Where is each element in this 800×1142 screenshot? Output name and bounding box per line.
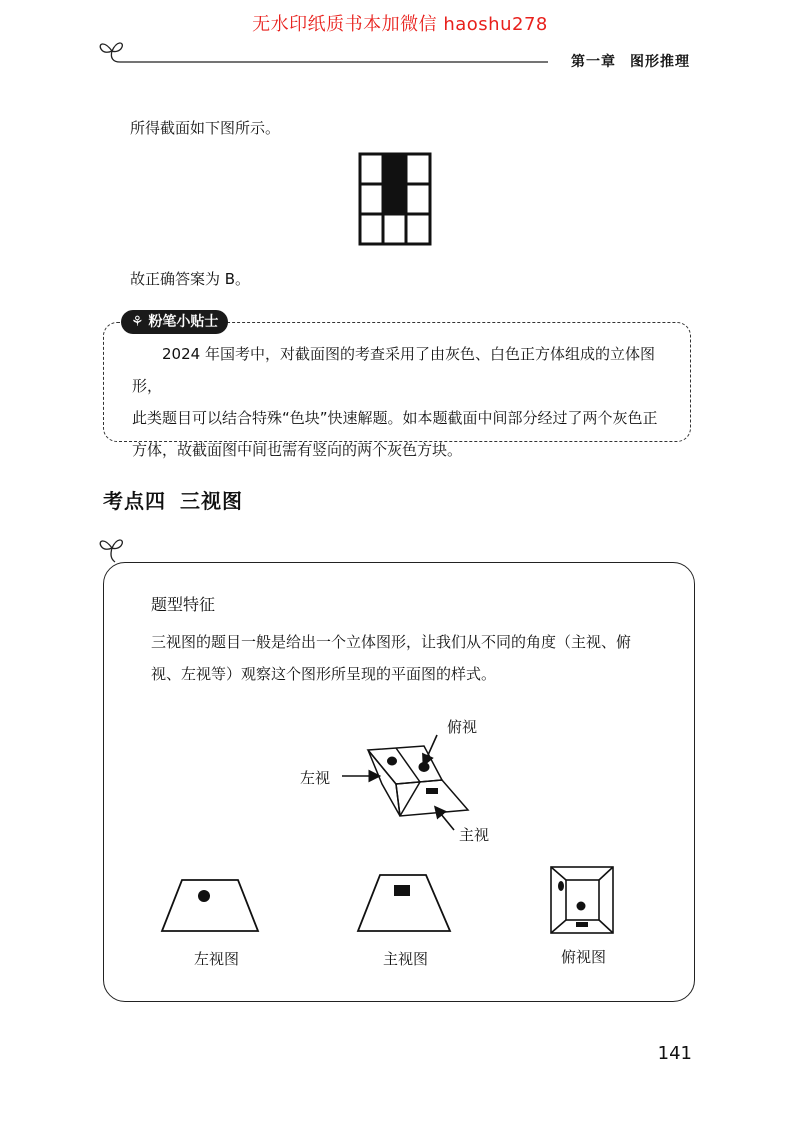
front-view-caption: 主视图 bbox=[383, 950, 429, 968]
tip-line: 方体，故截面图中间也需有竖向的两个灰色方块。 bbox=[132, 441, 463, 459]
front-view-label: 主视 bbox=[459, 826, 490, 844]
front-view-arrow bbox=[436, 808, 454, 830]
chapter-title: 图形推理 bbox=[630, 54, 690, 70]
left-view-label: 左视 bbox=[300, 769, 331, 787]
feature-title: 题型特征 bbox=[151, 595, 216, 614]
front-view-drawing bbox=[354, 871, 454, 935]
section-number: 考点四 bbox=[103, 489, 166, 513]
feature-line: 三视图的题目一般是给出一个立体图形，让我们从不同的角度（主视、俯 bbox=[151, 633, 632, 651]
top-view-label: 俯视 bbox=[447, 718, 478, 736]
left-view-caption: 左视图 bbox=[194, 950, 240, 968]
section-title: 三视图 bbox=[180, 489, 243, 513]
chapter-number: 第一章 bbox=[571, 54, 616, 70]
top-view-caption: 俯视图 bbox=[561, 948, 607, 966]
feature-line: 视、左视等）观察这个图形所呈现的平面图的样式。 bbox=[151, 665, 497, 683]
page-number: 141 bbox=[657, 1043, 692, 1064]
watermark-text: 无水印纸质书本加微信 haoshu278 bbox=[252, 14, 548, 35]
conclusion-text: 故正确答案为 B。 bbox=[130, 270, 251, 288]
top-view-drawing bbox=[548, 864, 618, 936]
caption-text: 所得截面如下图所示。 bbox=[130, 119, 281, 137]
tip-tag-label: 粉笔小贴士 bbox=[148, 314, 219, 330]
tip-line: 此类题目可以结合特殊“色块”快速解题。如本题截面中间部分经过了两个灰色正 bbox=[132, 409, 658, 427]
tip-line: 2024 年国考中，对截面图的考查采用了由灰色、白色正方体组成的立体图形， bbox=[132, 345, 655, 395]
left-view-drawing bbox=[160, 876, 260, 936]
top-view-arrow bbox=[424, 735, 437, 764]
sprout-icon: ⚘ bbox=[131, 314, 144, 330]
